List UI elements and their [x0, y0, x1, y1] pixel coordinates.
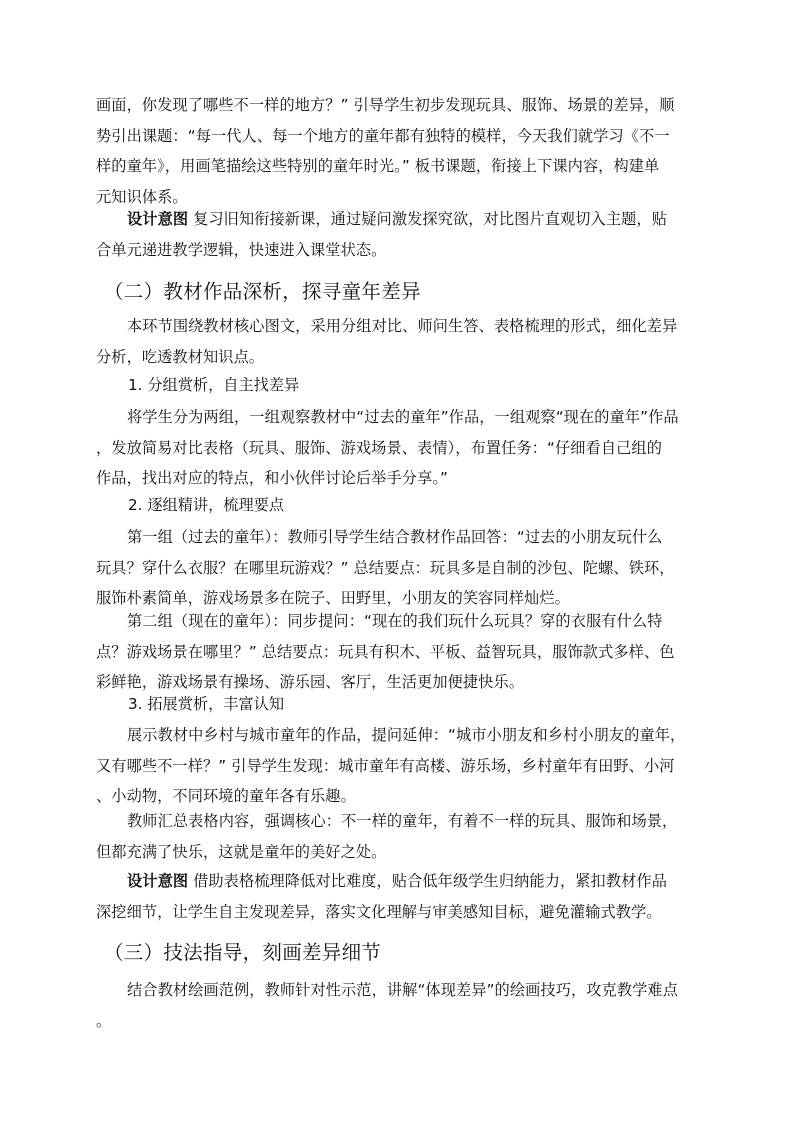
text-line: 本环节围绕教材核心图文，采用分组对比、师问生答、表格梳理的形式，细化差异	[127, 317, 678, 335]
paragraph-summary	[96, 806, 700, 867]
text-line: 势引出课题：“每一代人、每一个地方的童年都有独特的模样，今天我们就学习《不一	[96, 126, 670, 145]
text-line: 第二组（现在的童年）：同步提问：“现在的我们玩什么玩具？穿的衣服有什么特	[127, 612, 663, 630]
text-line: 展示教材中乡村与城市童年的作品，提问延伸：“城市小朋友和乡村小朋友的童年，	[127, 726, 686, 744]
text-line: 分析，吃透教材知识点。	[96, 347, 265, 366]
subheading-2: 2. 逐组精讲，梳理要点	[128, 496, 285, 514]
paragraph-section-3-intro	[96, 975, 700, 1036]
text-line: 、小动物，不同环境的童年各有乐趣。	[96, 787, 356, 805]
text-segment: 借助表格梳理降低对比难度，贴合低年级学生归纳能力，紧扣教材作品	[188, 872, 667, 890]
text-line: 点？游戏场景在哪里？” 总结要点：玩具有积木、平板、益智玩具，服饰款式多样、色	[96, 642, 675, 661]
paragraph-group-two	[96, 606, 700, 698]
paragraph-group-analysis	[96, 402, 700, 494]
paragraph-section-2-intro	[96, 311, 700, 372]
paragraph-design-intent-1	[96, 204, 700, 265]
text-line: ，发放简易对比表格（玩具、服饰、游戏场景、表情），布置任务：“仔细看自己组的	[96, 438, 663, 457]
text-line: 将学生分为两组，一组观察教材中“过去的童年”作品，一组观察“现在的童年”作品	[127, 408, 679, 426]
text-line: 作品，找出对应的特点，和小伙伴讨论后举手分享。”	[96, 469, 448, 487]
paragraph-group-one	[96, 522, 700, 614]
text-segment: 复习旧知衔接新课，通过疑问激发探究欲，对比图片直观切入主题，贴	[188, 210, 667, 228]
text-line: 画面，你发现了哪些不一样的地方？” 引导学生初步发现玩具、服饰、场景的差异，顺	[96, 96, 675, 114]
text-line	[96, 204, 700, 235]
text-line: 但都充满了快乐，这就是童年的美好之处。	[96, 842, 387, 861]
text-line: 样的童年》，用画笔描绘这些特别的童年时光。” 板书课题，衔接上下课内容，构建单	[96, 157, 660, 175]
text-line: 玩具？穿什么衣服？在哪里玩游戏？” 总结要点：玩具多是自制的沙包、陀螺、铁环，	[96, 558, 675, 577]
subheading-3: 3. 拓展赏析，丰富认知	[128, 695, 285, 713]
text-line: 深挖细节，让学生自主发现差异，落实文化理解与审美感知目标，避免灌输式教学。	[96, 902, 662, 921]
text-line: 结合教材绘画范例，教师针对性示范，讲解“体现差异”的绘画技巧，攻克教学难点	[127, 981, 678, 999]
paragraph-design-intent-2	[96, 866, 700, 927]
design-intent-label: 设计意图	[127, 210, 189, 228]
section-heading-2: （二）教材作品深析，探寻童年差异	[104, 280, 421, 303]
text-line: 。	[96, 1011, 112, 1030]
text-line: 元知识体系。	[96, 187, 188, 206]
text-line: 服饰朴素简单，游戏场景多在院子、田野里，小朋友的笑容同样灿烂。	[96, 589, 570, 607]
section-heading-3: （三）技法指导，刻画差异细节	[104, 941, 382, 964]
text-line	[96, 866, 700, 897]
paragraph-intro-continuation	[96, 90, 700, 212]
design-intent-label: 设计意图	[127, 872, 189, 890]
subheading-1: 1. 分组赏析，自主找差异	[128, 376, 300, 394]
text-line: 又有哪些不一样？” 引导学生发现：城市童年有高楼、游乐场，乡村童年有田野、小河	[96, 756, 675, 775]
text-line: 教师汇总表格内容，强调核心：不一样的童年，有着不一样的玩具、服饰和场景，	[127, 812, 678, 830]
text-line: 合单元递进教学逻辑，快速进入课堂状态。	[96, 240, 387, 259]
text-line: 第一组（过去的童年）：教师引导学生结合教材作品回答：“过去的小朋友玩什么	[127, 528, 663, 546]
paragraph-extension	[96, 720, 700, 812]
text-line: 彩鲜艳，游戏场景有操场、游乐园、客厅，生活更加便捷快乐。	[96, 673, 525, 691]
